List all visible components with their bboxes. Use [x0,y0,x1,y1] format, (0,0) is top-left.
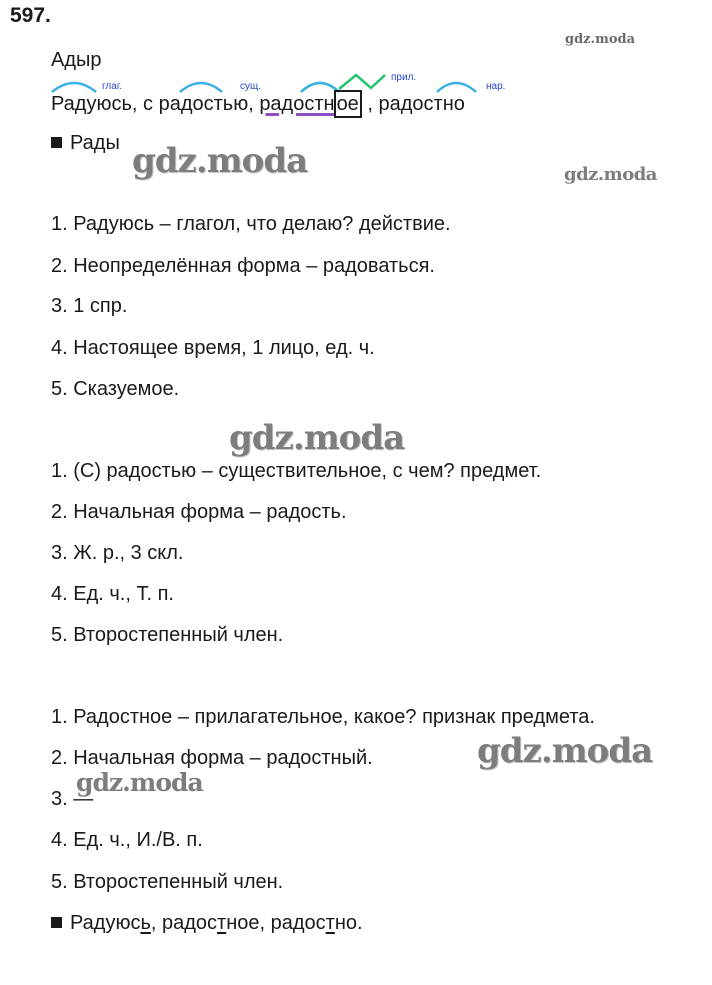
watermark: gdz.moda [76,768,203,797]
watermark: gdz.moda [565,32,636,47]
bullet-line-1 [51,132,120,155]
word-radostnoe-stem: радостн [259,93,335,115]
final-underlined-letter: т [325,912,335,934]
word-radostnoe-tail: , [361,93,373,115]
watermark: gdz.moda [132,141,308,181]
final-underlined-letter: ь [140,912,151,934]
final-underlined-letter: т [217,912,227,934]
suffix-mark [339,75,385,89]
word-radostnoe-ending: ое [334,90,362,118]
watermark: gdz.moda [477,731,653,771]
adverb-label: нар. [486,81,506,92]
bullet-square-icon [51,917,62,928]
g1-line-1: 1. Радуюсь – глагол, что делаю? действие. [51,213,451,235]
word-raduyus: Радуюсь, [51,93,138,115]
final-line [51,912,363,935]
final-text-part: , радос [150,912,218,934]
exercise-number: 597. [10,4,51,27]
g2-line-5: 5. Второстепенный член. [51,624,284,646]
verb-label: глаг. [102,81,123,92]
g3-line-3: 3. — [51,788,94,810]
adj-label: прил. [391,72,417,83]
watermark: gdz.moda [564,164,657,185]
word-s-radostyu: с радостью, [143,93,254,115]
final-text-part: но. [334,912,363,934]
word-radostno: радостно [378,93,465,115]
final-text-part: Радуюс [70,912,141,934]
g2-line-4: 4. Ед. ч., Т. п. [51,583,174,605]
g2-line-1: 1. (С) радостью – существительное, с чем? предмет. [51,460,542,482]
bullet-square-icon [51,137,62,148]
bullet-line-1-text: Рады [70,132,120,154]
sentence [51,90,465,118]
g1-line-5: 5. Сказуемое. [51,378,180,400]
g3-line-2: 2. Начальная форма – радостный. [51,747,373,769]
g3-line-1: 1. Радостное – прилагательное, какое? признак предмета. [51,706,595,728]
g3-line-4: 4. Ед. ч., И./В. п. [51,829,203,851]
final-text-part: ное, радос [226,912,326,934]
noun-label: сущ. [240,81,262,92]
g2-line-3: 3. Ж. р., 3 скл. [51,542,184,564]
watermark: gdz.moda [229,418,405,458]
g3-line-5: 5. Второстепенный член. [51,871,284,893]
heading: Адыр [51,49,102,71]
g1-line-4: 4. Настоящее время, 1 лицо, ед. ч. [51,337,375,359]
g1-line-2: 2. Неопределённая форма – радоваться. [51,255,435,277]
g2-line-2: 2. Начальная форма – радость. [51,501,347,523]
g1-line-3: 3. 1 спр. [51,295,128,317]
